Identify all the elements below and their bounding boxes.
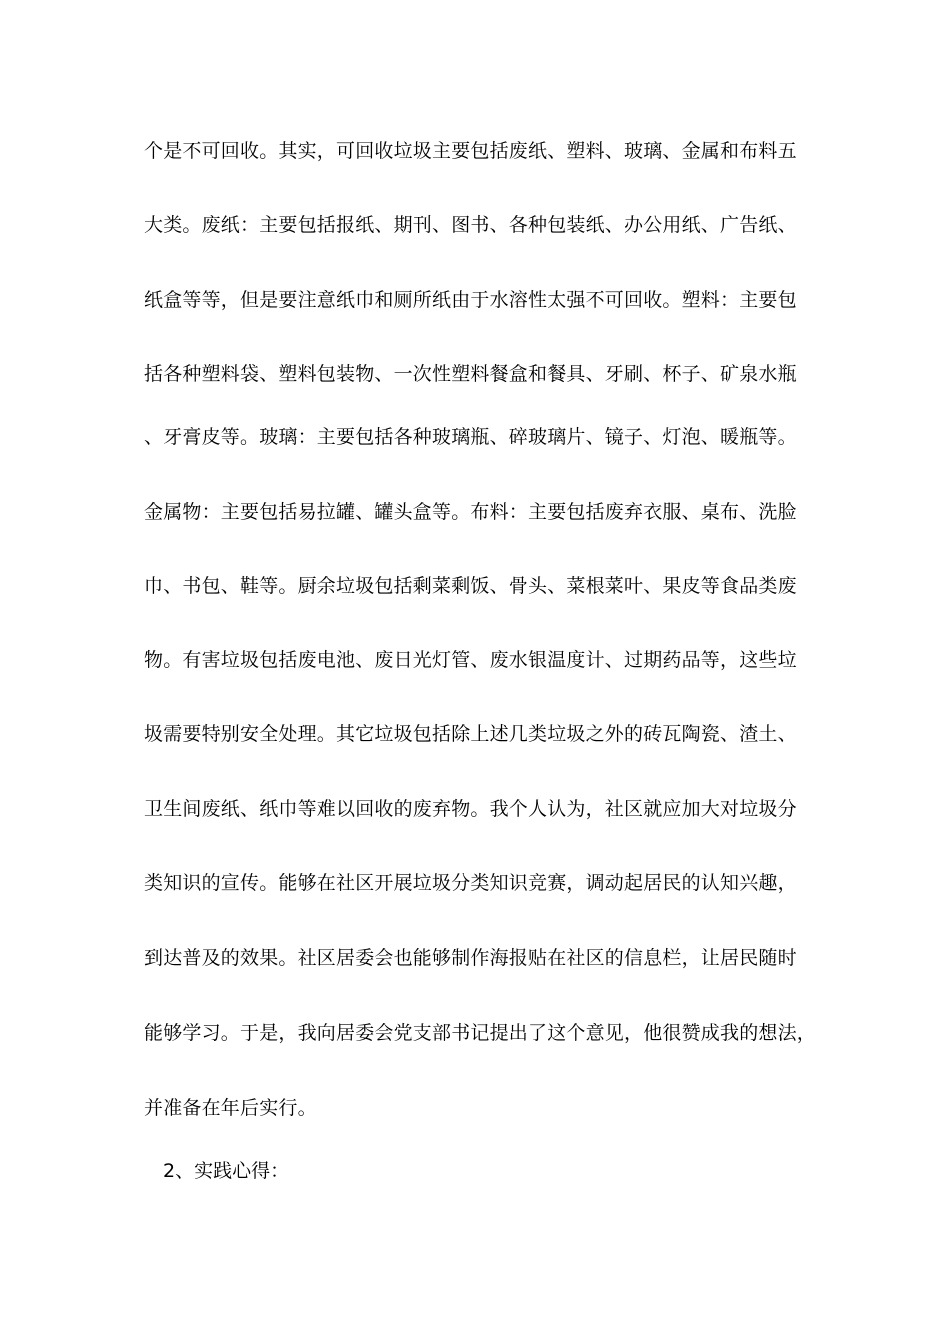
paragraph-line: 并准备在年后实行。 [144,1097,317,1119]
paragraph-line: 金属物：主要包括易拉罐、罐头盒等。布料：主要包括废弃衣服、桌布、洗脸 [144,501,797,523]
paragraph-line: 到达普及的效果。社区居委会也能够制作海报贴在社区的信息栏，让居民随时 [144,947,797,969]
paragraph-line: 个是不可回收。其实，可回收垃圾主要包括废纸、塑料、玻璃、金属和布料五 [144,140,797,162]
section-heading: 2、实践心得： [163,1160,290,1182]
paragraph-line: 圾需要特别安全处理。其它垃圾包括除上述几类垃圾之外的砖瓦陶瓷、渣土、 [144,723,797,745]
paragraph-line: 能够学习。于是，我向居委会党支部书记提出了这个意见，他很赞成我的想法， [144,1022,817,1044]
paragraph-line: 巾、书包、鞋等。厨余垃圾包括剩菜剩饭、骨头、菜根菜叶、果皮等食品类废 [144,575,797,597]
paragraph-line: 、牙膏皮等。玻璃：主要包括各种玻璃瓶、碎玻璃片、镜子、灯泡、暖瓶等。 [144,426,797,448]
paragraph-line: 物。有害垃圾包括废电池、废日光灯管、废水银温度计、过期药品等，这些垃 [144,649,797,671]
paragraph-line: 卫生间废纸、纸巾等难以回收的废弃物。我个人认为，社区就应加大对垃圾分 [144,798,797,820]
paragraph-line: 类知识的宣传。能够在社区开展垃圾分类知识竞赛，调动起居民的认知兴趣， [144,872,797,894]
paragraph-line: 括各种塑料袋、塑料包装物、一次性塑料餐盒和餐具、牙刷、杯子、矿泉水瓶 [144,363,797,385]
paragraph-line: 大类。废纸：主要包括报纸、期刊、图书、各种包装纸、办公用纸、广告纸、 [144,214,797,236]
paragraph-line: 纸盒等等，但是要注意纸巾和厕所纸由于水溶性太强不可回收。塑料：主要包 [144,289,797,311]
